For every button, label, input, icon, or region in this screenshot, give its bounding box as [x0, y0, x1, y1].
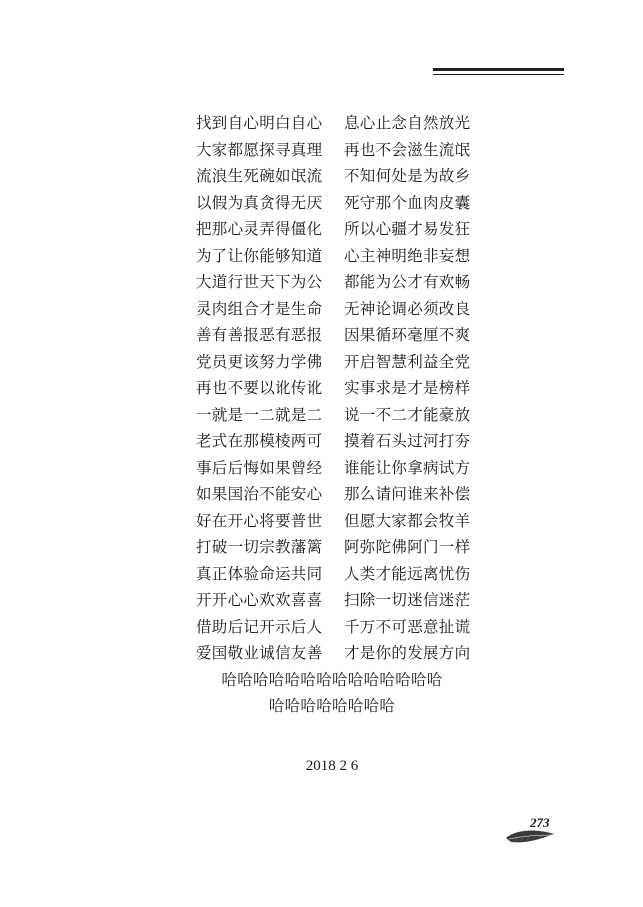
- poem-line-right: 死守那个血肉皮囊: [344, 193, 471, 212]
- poem-line: [196, 534, 471, 561]
- poem-line-left: 流浪生死碗如氓流: [196, 167, 323, 185]
- poem-laugh-line: 哈哈哈哈哈哈哈哈哈哈哈哈哈哈: [221, 670, 443, 689]
- poem-line-right: 息心止念自然放光: [344, 114, 471, 132]
- poem-line: [196, 428, 471, 455]
- poem-line-right: 都能为公才有欢畅: [344, 273, 471, 291]
- poem-line-right: 那么请问谁来补偿: [344, 485, 471, 503]
- poem-line-right: 才是你的发展方向: [344, 644, 471, 662]
- poem-line: [196, 190, 471, 217]
- poem-line-left: 一就是一二就是二: [196, 405, 323, 424]
- poem-line-right: 千万不可恶意扯谎: [344, 617, 471, 636]
- poem-line: [196, 163, 471, 190]
- poem-laugh-line: 哈哈哈哈哈哈哈哈: [268, 697, 396, 715]
- poem-line-right: 实事求是才是榜样: [344, 379, 471, 397]
- poem-line-left: 把那心灵弄得僵化: [196, 220, 323, 238]
- poem-line-right: 无神论调必须改良: [344, 299, 471, 318]
- poem-line: [196, 243, 471, 270]
- poem-line-right: 阿弥陀佛阿门一样: [344, 538, 471, 556]
- poem-date: 2018 2 6: [305, 758, 359, 774]
- poem-line: [196, 375, 471, 402]
- header-rule-thick: [433, 68, 564, 71]
- poem-line-right: 谁能让你拿病试方: [344, 458, 471, 477]
- poem-line-left: 好在开心将要普世: [196, 511, 323, 530]
- poem-line-left: 以假为真贪得无厌: [196, 193, 323, 212]
- poem-line-right: 摸着石头过河打夯: [344, 432, 471, 450]
- poem-line: [196, 508, 471, 535]
- poem-line-left: 如果国治不能安心: [196, 485, 323, 503]
- poem-line-left: 找到自心明白自心: [196, 114, 323, 132]
- poem-line: [196, 402, 471, 429]
- poem-line: [196, 137, 471, 164]
- page-number: 273: [530, 815, 550, 830]
- poem-line: [196, 455, 471, 482]
- poem-line-right: 因果循环毫厘不爽: [344, 326, 471, 344]
- poem-line-left: 党员更该努力学佛: [196, 352, 323, 371]
- poem-line-left: 善有善报恶有恶报: [196, 326, 323, 344]
- poem-line: [196, 110, 471, 137]
- poem-line-left: 灵肉组合才是生命: [196, 299, 323, 318]
- poem-line: [196, 296, 471, 323]
- poem-line-left: 再也不要以讹传讹: [196, 379, 323, 397]
- poem-line-right: 再也不会滋生流氓: [344, 140, 471, 159]
- poem-line: [196, 640, 471, 667]
- poem-line-right: 扫除一切迷信迷茫: [344, 591, 471, 609]
- poem-line: [196, 587, 471, 614]
- poem-line-right: 不知何处是为故乡: [344, 167, 471, 185]
- poem-line: [196, 322, 471, 349]
- poem-line: [196, 349, 471, 376]
- poem-line-left: 事后后悔如果曾经: [196, 458, 323, 477]
- poem-line-right: 开启智慧利益全党: [344, 352, 471, 371]
- feather-icon: [505, 826, 555, 848]
- poem-line-left: 开开心心欢欢喜喜: [196, 591, 323, 609]
- poem-line-left: 大家都愿探寻真理: [196, 140, 323, 159]
- poem-line-left: 真正体验命运共同: [196, 564, 323, 583]
- poem-line-left: 爱国敬业诚信友善: [196, 644, 323, 662]
- poem-body: [196, 110, 471, 720]
- poem-line-right: 心主神明绝非妄想: [344, 246, 471, 265]
- poem-line-right: 但愿大家都会牧羊: [344, 511, 471, 530]
- poem-line: [196, 216, 471, 243]
- poem-line: [196, 481, 471, 508]
- poem-line-left: 借助后记开示后人: [196, 617, 323, 636]
- poem-line-left: 大道行世天下为公: [196, 273, 323, 291]
- poem-line-left: 打破一切宗教藩篱: [196, 538, 323, 556]
- poem-line: [196, 269, 471, 296]
- poem-line-left: 为了让你能够知道: [196, 246, 323, 265]
- poem-line: [196, 614, 471, 641]
- poem-line-right: 说一不二才能豪放: [344, 405, 471, 424]
- header-rule-thin: [433, 74, 564, 75]
- poem-line-right: 所以心疆才易发狂: [344, 220, 471, 238]
- poem-line-right: 人类才能远离忧伤: [344, 564, 471, 583]
- poem-line: [196, 561, 471, 588]
- poem-line-left: 老式在那模棱两可: [196, 432, 323, 450]
